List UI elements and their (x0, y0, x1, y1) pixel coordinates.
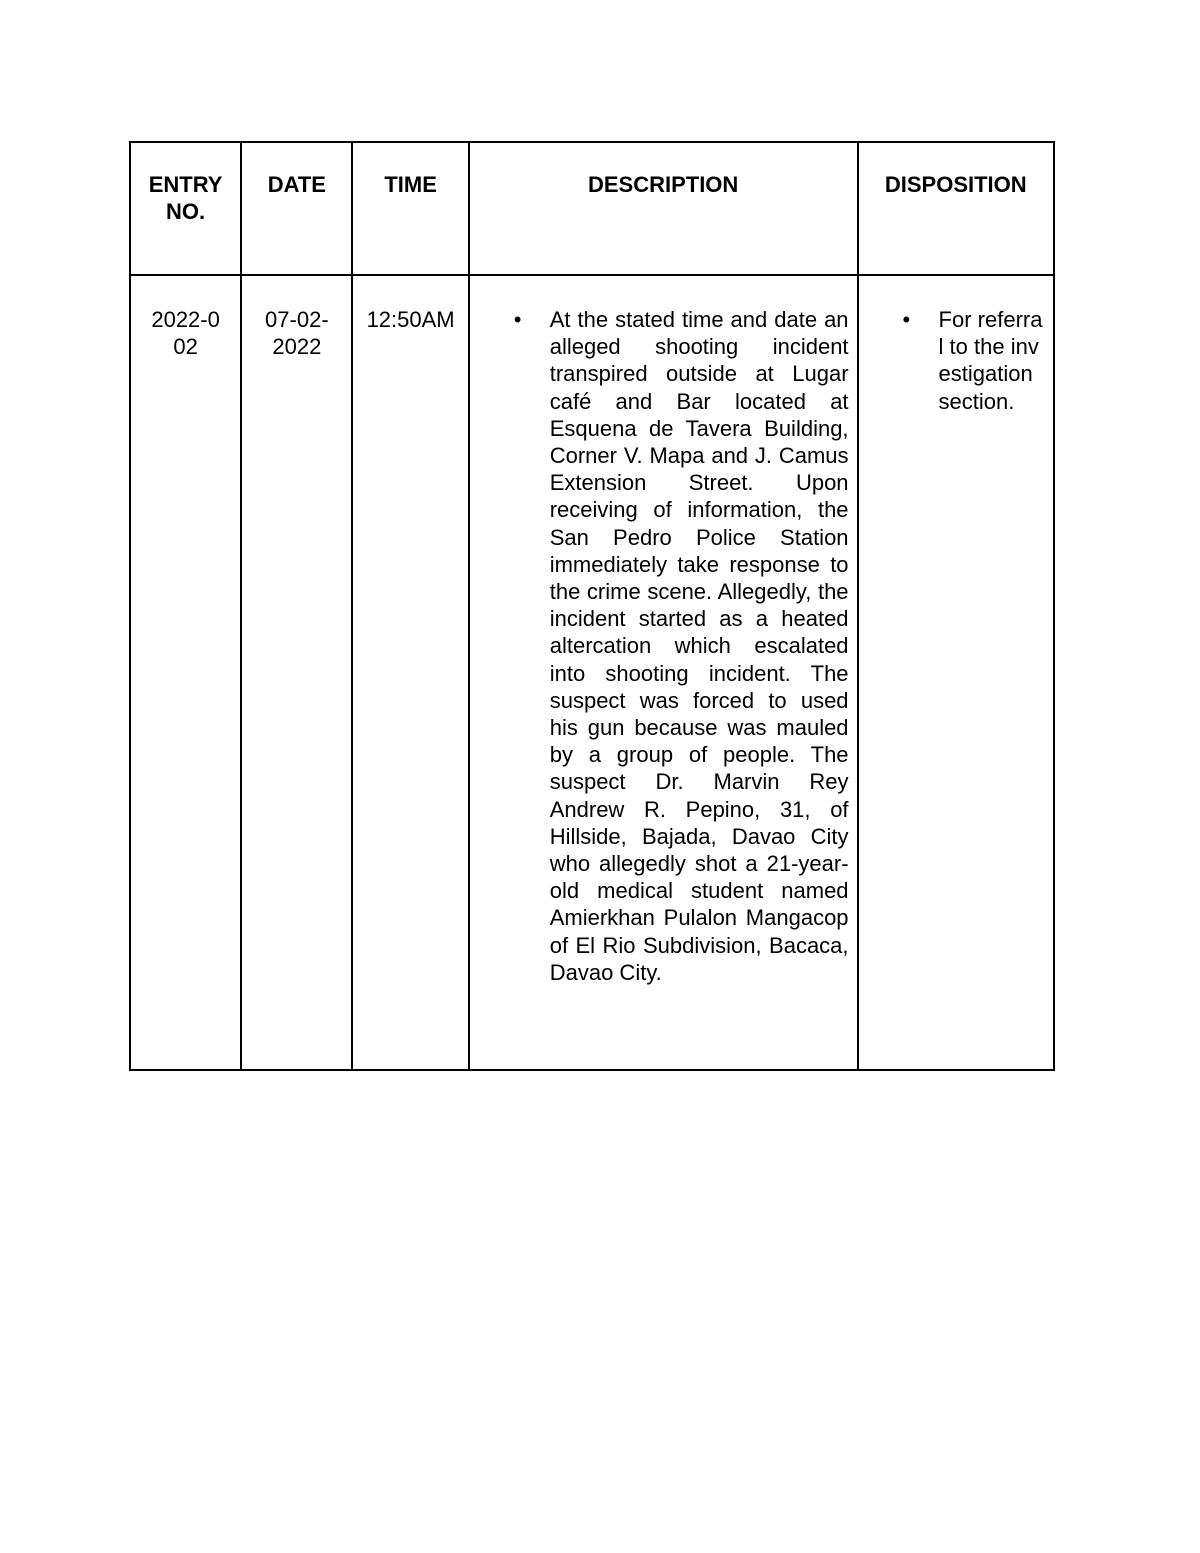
cell-disposition (858, 275, 1054, 1070)
header-time-label: TIME (384, 172, 437, 197)
header-date (241, 142, 352, 275)
table-row (130, 275, 1054, 1070)
cell-date (241, 275, 352, 1070)
cell-entry-no (130, 275, 241, 1070)
disposition-text: For referral to the investigation section. (938, 307, 1043, 414)
bullet-icon: • (902, 307, 911, 332)
cell-time (352, 275, 468, 1070)
time-value: 12:50AM (366, 307, 455, 332)
header-disposition (858, 142, 1054, 275)
cell-description (469, 275, 858, 1070)
header-description (469, 142, 858, 275)
header-disposition-label: DISPOSITION (884, 172, 1027, 197)
date-value: 07-02-2022 (265, 307, 329, 360)
bullet-icon: • (513, 307, 522, 332)
header-entry-no (130, 142, 241, 275)
header-entry-no-label: ENTRY NO. (148, 172, 223, 224)
entry-no-value: 2022-002 (151, 307, 220, 360)
header-description-label: DESCRIPTION (587, 172, 739, 197)
header-row (130, 142, 1054, 275)
blotter-table (129, 141, 1055, 1071)
header-date-label: DATE (267, 172, 326, 197)
header-time (352, 142, 468, 275)
description-text: At the stated time and date an alleged shooting incident transpired outside at Lugar café and Bar located at Esquena de Tavera Building, Corner V. Mapa and J. Camus Extension Street. Upon receiving of information, the San Pedro Police Station immediately take response to the crime scene. Allegedly, the incident started as a heated altercation which escalated into shooting incident. The suspect was forced to used his gun because was mauled by a group of people. The suspect Dr. Marvin Rey Andrew R. Pepino, 31, of Hillside, Bajada, Davao City who allegedly shot a 21-year-old medical student named Amierkhan Pulalon Mangacop of El Rio Subdivision, Bacaca, Davao City. (549, 307, 849, 985)
